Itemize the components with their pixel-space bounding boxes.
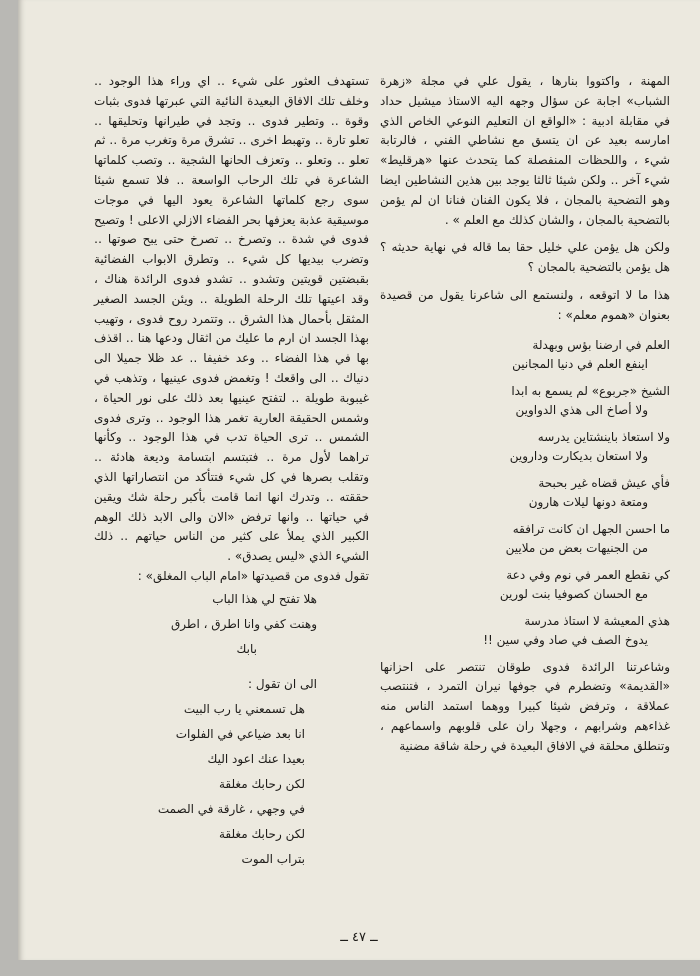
verse-second-half: اينفع العلم في دنيا المجانين — [512, 356, 648, 371]
verse-second-half: ومتعة دونها ليلات هارون — [528, 494, 648, 509]
poem-line: في وجهي ، غارقة في الصمت — [157, 801, 305, 816]
verse — [380, 428, 670, 466]
paragraph: المهنة ، واكتووا بنارها ، يقول علي في مجلة «زهرة الشباب» اجابة عن سؤال وجهه اليه الاستاذ ميشيل حداد في مقابلة ادبية : «الواقع ان التعليم النوعي الخاص الذي امارسه بعيد عن ان يتسق مع نشاطي الفني ، فالرتابة شيء ، واللحظات المنفصلة كما يتحدث عنها «هرقليط» شيء آخر ‥ ولكن شيئا ثالثا يوجد بين هذين النشاطين ايضا وهو التضحية بالمجان ، فلا يكون الفنان فنانا ان لم يؤمن بالتضحية بالمجان ، والشان كذلك مع العلم » . — [380, 74, 670, 227]
verse-first-half: فأي عيش قضاه غير بحبحة — [538, 475, 670, 490]
poem-line: بابك — [236, 641, 257, 656]
verse — [380, 474, 670, 512]
document-page — [18, 0, 700, 960]
verse — [380, 520, 670, 558]
verse-first-half: العلم في ارضنا بؤس وبهدلة — [532, 337, 670, 352]
paragraph: تستهدف العثور على شيء ‥ اي وراء هذا الوجود ‥ وخلف تلك الافاق البعيدة النائية التي عبرتها فدوى بثبات وقوة ‥ وتطير فدوى ‥ وتجد في طيرانها وتحليقها ‥ تعلو تارة ‥ وتهبط اخرى ‥ تشرق مرة وتغرب مرة ‥ ثم تعلو ‥ وتعلو ‥ وتعزف الحانها الشجية ‥ وتصب كلماتها الشاعرة في تلك الرحاب الواسعة ‥ فلا تسمع شيئا سوى رجع كلماتها الشاعرة يعود اليها في موجات موسيقية عذبة يعزفها بحر الفضاء الازلي الاعلى ! وتصيح فدوى في شدة ‥ وتصرخ ‥ تصرخ حتى يبح صوتها ‥ وتضرب بيديها كل شيء ‥ وتطرق الابواب الفضائية بقبضتين قويتين وتشدو ‥ تشدو فدوى الرائدة هناك ، وقد اعيتها تلك الرحلة الطويلة ‥ ويئن الجسد الصغير المثقل بأحمال هذا الشرق ‥ وتتمرد روح فدوى ، وتهيب بهذا الجسد ان ارم ما عليك من اثقال ودعها هنا ‥ اقذف بها في هذا الفضاء ‥ وعد خفيفا ‥ عد ظلا جميلا الى دنياك ‥ الى واقعك ! وتغمض فدوى عينيها ، وتذهب في غيبوبة طويلة ‥ لتفتح عينيها بعد ذلك على نور الحياة ، وشمس الحقيقة العارية تغمر هذا الوجود ‥ وترى فدوى الشمس ‥ ترى الحياة تدب في هذا الوجود ‥ وكأنها تراهما لأول مرة ‥ فتبتسم ابتسامة وديعة هادئة ‥ وتقلب بصرها في كل شيء فتتأكد من انتصاراتها الذي حققته ‥ وتدرك انها انما قامت بأكبر رحلة شك ويقين في حياتها ‥ وانها ترفض «الان والى الابد ذلك الوهم الكبير الذي يملأ على كثير من الناس حياتهم ‥ ذلك الشيء الذي «ليس يصدق» . — [94, 74, 369, 564]
verse-first-half: هذي المعيشة لا استاذ مدرسة — [524, 613, 670, 628]
right-column — [380, 72, 670, 757]
poem-line: هل تسمعني يا رب البيت — [183, 701, 305, 716]
verse — [380, 566, 670, 604]
poem-line: هلا تفتح لي هذا الباب — [212, 591, 317, 606]
poem-amam-albab-almughlaq — [94, 587, 369, 872]
paragraph: هذا ما لا اتوقعه ، ولنستمع الى شاعرنا يقول من قصيدة بعنوان «هموم معلم» : — [380, 287, 670, 322]
poem-line: انا بعد ضياعي في الفلوات — [175, 726, 305, 741]
poem-hmum-muallim — [380, 336, 670, 650]
paragraph: ولكن هل يؤمن علي خليل حقا بما قاله في نهاية حديثه ؟ هل يؤمن بالتضحية بالمجان ؟ — [380, 240, 670, 275]
poem-line: لكن رحابك مغلقة — [218, 776, 305, 791]
verse-second-half: يدوخ الصف في صاد وفي سين !! — [483, 632, 648, 647]
verse-first-half: كي نقطع العمر في نوم وفي دعة — [506, 567, 670, 582]
verse — [380, 612, 670, 650]
paragraph: وشاعرتنا الرائدة فدوى طوقان تنتصر على احزانها «القديمة» وتضطرم في جوفها نيران التمرد ، فتنتصب عملاقة ، وترفض شيئا كبيرا ووهما استمد الناس منه غذاءهم وشرابهم ، وجهلا ران على قلوبهم واسماعهم ، وتنطلق محلقة في الافاق البعيدة في رحلة شاقة مضنية — [380, 659, 670, 753]
verse-second-half: من الجنيهات بعض من ملايين — [505, 540, 648, 555]
verse — [380, 382, 670, 420]
poem-line: لكن رحابك مغلقة — [218, 826, 305, 841]
verse-second-half: مع الحسان كصوفيا بنت لورين — [499, 586, 648, 601]
poem-line: بعيدا عنك اعود اليك — [207, 751, 305, 766]
left-column — [94, 72, 369, 872]
poem-line: وهنت كفي وانا اطرق ، اطرق — [170, 616, 317, 631]
verse-second-half: ولا أصاخ الى هذي الدواوين — [515, 402, 648, 417]
verse-second-half: ولا استعان بديكارت وداروين — [509, 448, 648, 463]
verse-first-half: ولا استعاذ باينشتاين يدرسه — [537, 429, 670, 444]
verse-first-half: ما احسن الجهل ان كانت ترافقه — [512, 521, 670, 536]
verse-first-half: الشيخ «جربوع» لم يسمع به ابدا — [511, 383, 670, 398]
page-number: ــ ٤٧ ــ — [340, 930, 378, 945]
poem-line: بتراب الموت — [241, 851, 305, 866]
poem-line: الى ان تقول : — [248, 676, 317, 691]
verse — [380, 336, 670, 374]
paragraph: تقول فدوى من قصيدتها «امام الباب المغلق» : — [137, 568, 369, 583]
